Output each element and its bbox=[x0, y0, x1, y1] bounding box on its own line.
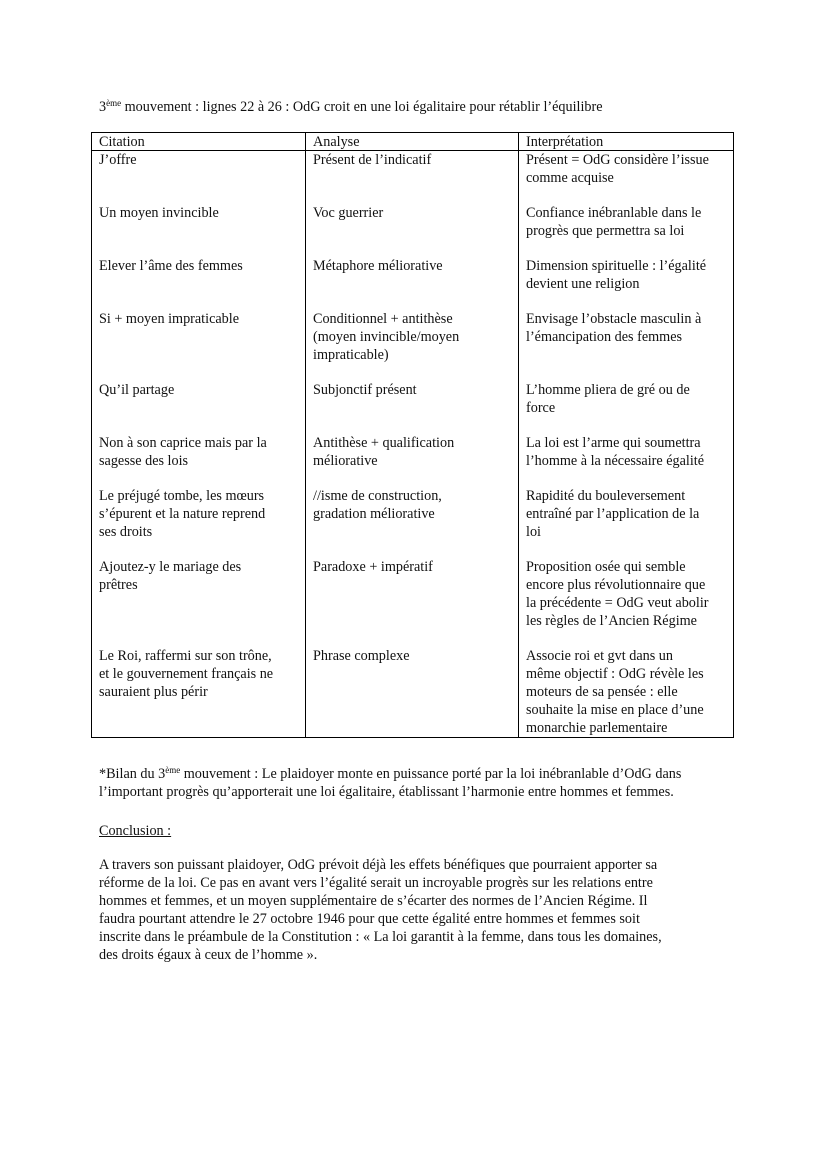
table-row bbox=[92, 434, 734, 487]
conclusion-line: hommes et femmes, et un moyen supplémentaire de s’écarter des normes de l’Ancien Régime. Il bbox=[99, 893, 648, 909]
cell-analyse bbox=[306, 434, 519, 487]
cell-line: Métaphore méliorative bbox=[313, 257, 443, 274]
header-citation: Citation bbox=[92, 133, 306, 151]
conclusion-paragraph bbox=[99, 856, 739, 964]
cell-line: Envisage l’obstacle masculin à bbox=[526, 310, 702, 327]
conclusion-line: inscrite dans le préambule de la Constitution : « La loi garantit à la femme, dans tous les domaines, bbox=[99, 929, 662, 945]
cell-line: progrès que permettra sa loi bbox=[526, 222, 685, 239]
cell-citation bbox=[92, 558, 306, 647]
cell-analyse bbox=[306, 647, 519, 738]
conclusion-line: réforme de la loi. Ce pas en avant vers l’égalité serait un incroyable progrès sur les relations entre bbox=[99, 875, 653, 891]
table-row bbox=[92, 151, 734, 204]
cell-line: Confiance inébranlable dans le bbox=[526, 204, 702, 221]
table-header-row bbox=[92, 133, 734, 151]
cell-interpretation bbox=[519, 204, 734, 257]
section-heading bbox=[99, 98, 739, 116]
cell-line: //isme de construction, bbox=[313, 487, 442, 504]
cell-line: entraîné par l’application de la bbox=[526, 505, 700, 522]
cell-line: Le Roi, raffermi sur son trône, bbox=[99, 647, 272, 664]
cell-line: Non à son caprice mais par la bbox=[99, 434, 267, 451]
cell-interpretation bbox=[519, 487, 734, 558]
table-row bbox=[92, 487, 734, 558]
cell-interpretation bbox=[519, 381, 734, 434]
cell-line: s’épurent et la nature reprend bbox=[99, 505, 266, 522]
cell-citation bbox=[92, 151, 306, 204]
cell-line: Conditionnel + antithèse bbox=[313, 310, 453, 327]
cell-line: même objectif : OdG révèle les bbox=[526, 665, 704, 682]
cell-interpretation bbox=[519, 151, 734, 204]
cell-line: Antithèse + qualification bbox=[313, 434, 455, 451]
cell-line: impraticable) bbox=[313, 346, 389, 363]
cell-line: Paradoxe + impératif bbox=[313, 558, 433, 575]
cell-line: Phrase complexe bbox=[313, 647, 410, 664]
conclusion-line: faudra pourtant attendre le 27 octobre 1946 pour que cette égalité entre hommes et femmes soit bbox=[99, 911, 640, 927]
cell-line: prêtres bbox=[99, 576, 138, 593]
cell-line: gradation méliorative bbox=[313, 505, 435, 522]
cell-interpretation bbox=[519, 647, 734, 738]
cell-line: devient une religion bbox=[526, 275, 640, 292]
cell-line: Dimension spirituelle : l’égalité bbox=[526, 257, 707, 274]
cell-line: Le préjugé tombe, les mœurs bbox=[99, 487, 265, 504]
bilan-superscript: ème bbox=[165, 765, 181, 775]
cell-line: sagesse des lois bbox=[99, 452, 189, 469]
cell-line: méliorative bbox=[313, 452, 378, 469]
cell-line: la précédente = OdG veut abolir bbox=[526, 594, 709, 611]
cell-line: L’homme pliera de gré ou de bbox=[526, 381, 690, 398]
cell-analyse bbox=[306, 487, 519, 558]
cell-line: Proposition osée qui semble bbox=[526, 558, 686, 575]
conclusion-line: des droits égaux à ceux de l’homme ». bbox=[99, 947, 318, 963]
cell-citation bbox=[92, 204, 306, 257]
table-row bbox=[92, 558, 734, 647]
cell-line: souhaite la mise en place d’une bbox=[526, 701, 704, 718]
cell-citation bbox=[92, 647, 306, 738]
cell-analyse bbox=[306, 310, 519, 381]
bilan-prefix: *Bilan du 3 bbox=[99, 766, 166, 782]
conclusion-line: A travers son puissant plaidoyer, OdG prévoit déjà les effets bénéfiques que pourraient apporter sa bbox=[99, 857, 658, 873]
conclusion-title: Conclusion : bbox=[99, 823, 172, 839]
header-analyse: Analyse bbox=[306, 133, 519, 151]
cell-line: l’homme à la nécessaire égalité bbox=[526, 452, 705, 469]
table-row bbox=[92, 647, 734, 738]
cell-citation bbox=[92, 310, 306, 381]
heading-number: 3 bbox=[99, 99, 107, 115]
cell-line: Subjonctif présent bbox=[313, 381, 417, 398]
cell-citation bbox=[92, 487, 306, 558]
cell-line: encore plus révolutionnaire que bbox=[526, 576, 706, 593]
cell-line: moteurs de sa pensée : elle bbox=[526, 683, 678, 700]
cell-analyse bbox=[306, 257, 519, 310]
cell-line: Rapidité du bouleversement bbox=[526, 487, 686, 504]
cell-line: (moyen invincible/moyen bbox=[313, 328, 460, 345]
bilan-paragraph bbox=[99, 765, 739, 801]
analysis-table bbox=[91, 132, 734, 738]
cell-analyse bbox=[306, 151, 519, 204]
cell-line: Associe roi et gvt dans un bbox=[526, 647, 673, 664]
cell-line: Qu’il partage bbox=[99, 381, 175, 398]
cell-line: loi bbox=[526, 523, 541, 540]
cell-line: ses droits bbox=[99, 523, 153, 540]
cell-interpretation bbox=[519, 434, 734, 487]
cell-line: La loi est l’arme qui soumettra bbox=[526, 434, 701, 451]
bilan-line-1: mouvement : Le plaidoyer monte en puissance porté par la loi inébranlable d’OdG dans bbox=[180, 766, 682, 782]
header-interpretation: Interprétation bbox=[519, 133, 734, 151]
cell-line: Si + moyen impraticable bbox=[99, 310, 239, 327]
table-row bbox=[92, 257, 734, 310]
heading-superscript: ème bbox=[106, 98, 122, 108]
cell-line: Présent = OdG considère l’issue bbox=[526, 152, 709, 168]
cell-line: Voc guerrier bbox=[313, 204, 384, 221]
cell-line: et le gouvernement français ne bbox=[99, 665, 274, 682]
cell-line: les règles de l’Ancien Régime bbox=[526, 612, 697, 629]
cell-interpretation bbox=[519, 257, 734, 310]
bilan-line-2: l’important progrès qu’apporterait une loi égalitaire, établissant l’harmonie entre hommes et femmes. bbox=[99, 784, 674, 800]
cell-line: Ajoutez-y le mariage des bbox=[99, 558, 242, 575]
table-row bbox=[92, 381, 734, 434]
cell-citation bbox=[92, 381, 306, 434]
heading-text: mouvement : lignes 22 à 26 : OdG croit en une loi égalitaire pour rétablir l’équilibre bbox=[121, 99, 603, 115]
cell-line: comme acquise bbox=[526, 170, 614, 186]
cell-analyse bbox=[306, 204, 519, 257]
cell-interpretation bbox=[519, 558, 734, 647]
cell-line: sauraient plus périr bbox=[99, 683, 208, 700]
table-row bbox=[92, 310, 734, 381]
cell-line: Un moyen invincible bbox=[99, 204, 219, 221]
cell-line: Elever l’âme des femmes bbox=[99, 257, 243, 274]
cell-line: l’émancipation des femmes bbox=[526, 328, 683, 345]
cell-interpretation bbox=[519, 310, 734, 381]
cell-analyse bbox=[306, 381, 519, 434]
cell-citation bbox=[92, 434, 306, 487]
cell-analyse bbox=[306, 558, 519, 647]
cell-citation bbox=[92, 257, 306, 310]
cell-line: force bbox=[526, 399, 556, 416]
cell-line: monarchie parlementaire bbox=[526, 719, 668, 736]
cell-line: J’offre bbox=[99, 152, 137, 168]
cell-line: Présent de l’indicatif bbox=[313, 152, 432, 168]
table-row bbox=[92, 204, 734, 257]
